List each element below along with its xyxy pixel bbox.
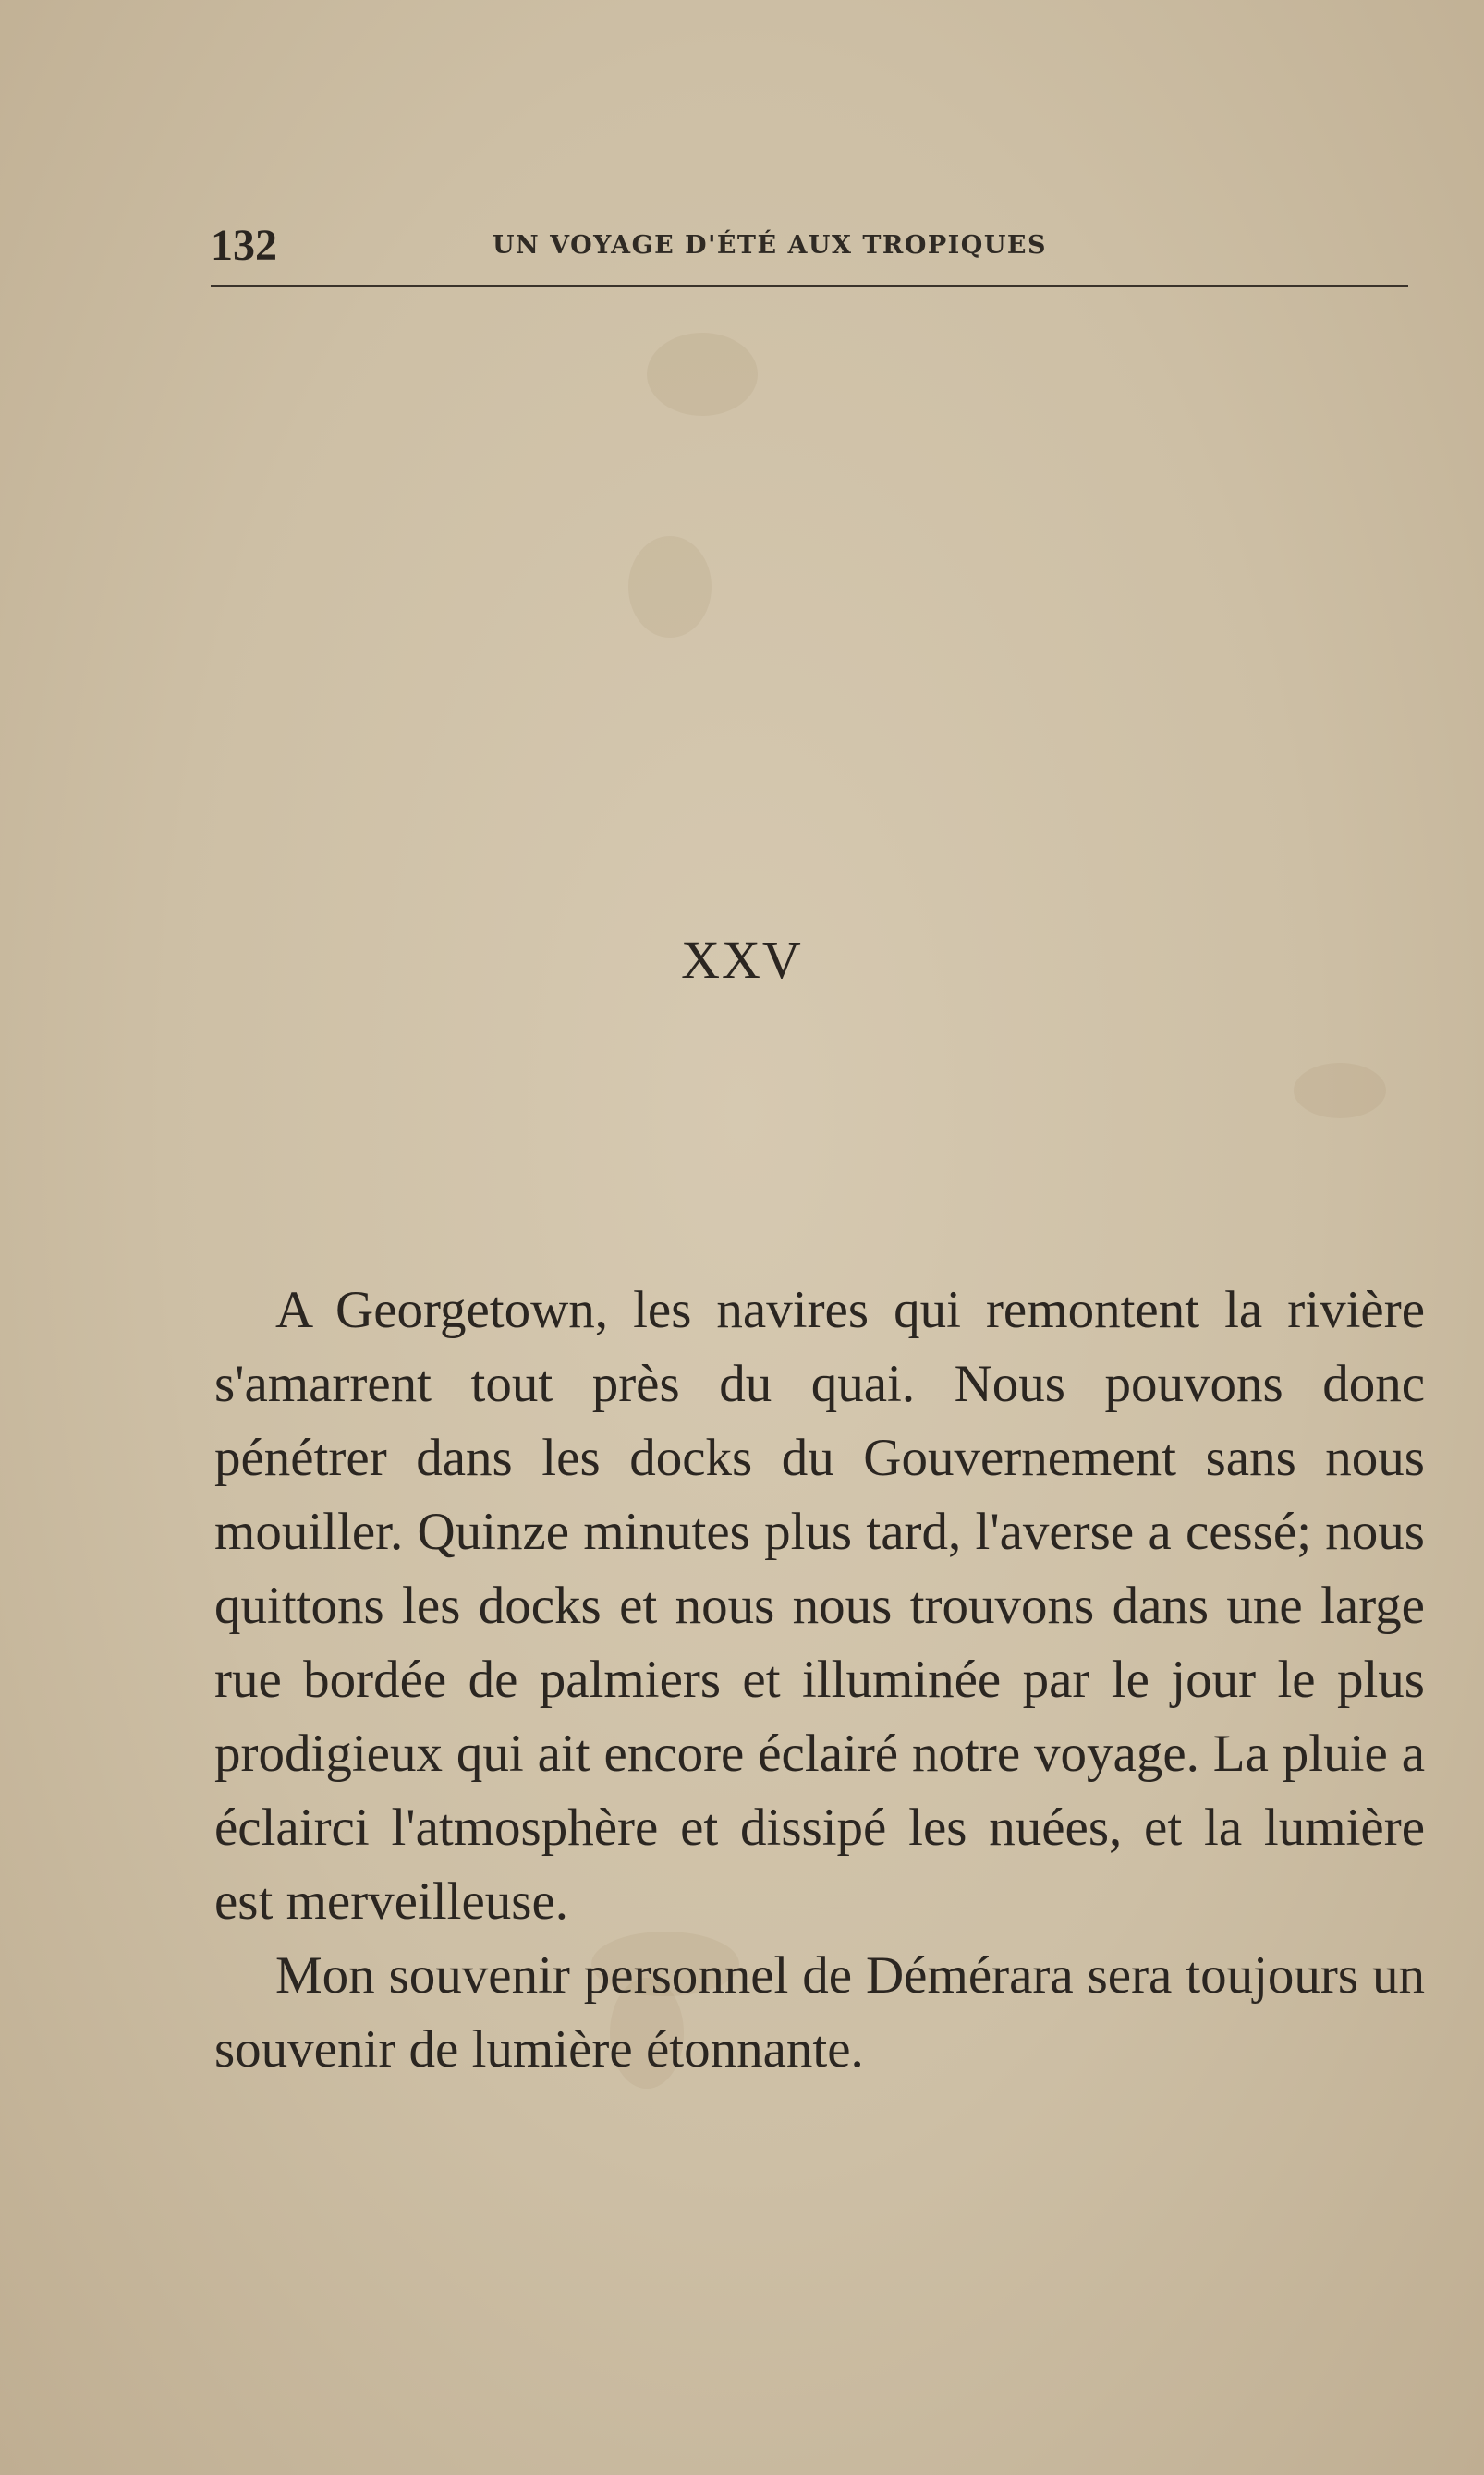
chapter-number: XXV [681,930,803,990]
running-head [211,218,1408,274]
paper-stain [1294,1063,1386,1118]
running-title: UN VOYAGE D'ÉTÉ AUX TROPIQUES [493,231,1047,260]
paragraph: A Georgetown, les navires qui remontent la rivière s'amarrent tout près du quai. Nous pouvons donc pénétrer dans les docks du Gouvernement sans nous mouiller. Quinze minutes plus tard, l'averse a cessé; nous quittons les docks et nous nous trouvons dans une large rue bordée de palmiers et illuminée par le jour le plus prodigieux qui ait encore éclairé notre voyage. La pluie a éclairci l'atmosphère et dissipé les nuées, et la lumière est merveilleuse. [214,1281,1425,1931]
header-rule [211,285,1408,287]
paragraph: Mon souvenir personnel de Démérara sera toujours un souvenir de lumière étonnante. [214,1946,1425,2079]
paper-stain [628,536,712,638]
paper-stain [647,333,758,416]
body-text [214,1274,1425,2087]
page-number: 132 [211,221,277,270]
